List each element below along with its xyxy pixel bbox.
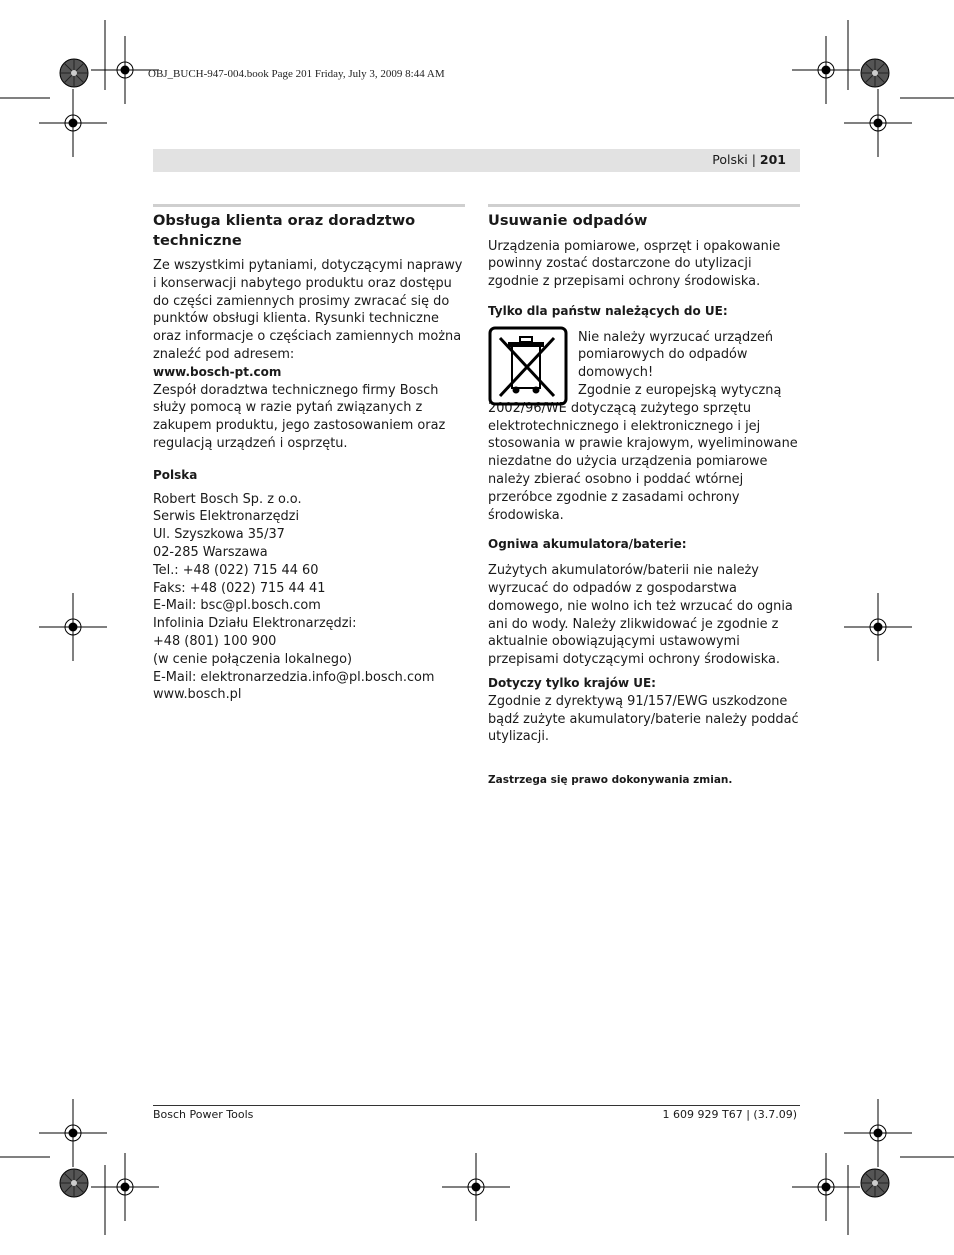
section-rule: [488, 204, 800, 207]
customer-service-intro: Ze wszystkimi pytaniami, dotyczącymi naprawy i konserwacji nabytego produktu oraz dostępu do części zamiennych prosimy zwracać się do punktów obsługi klienta. Rysunki techniczne oraz informacje o częściach zamiennych można znaleźć pod adresem:: [153, 258, 463, 362]
header-text: [712, 152, 786, 167]
registration-star-icon: [861, 59, 889, 87]
right-column: [488, 204, 800, 790]
page-header: [153, 149, 800, 172]
address-line: Robert Bosch Sp. z o.o.: [153, 491, 302, 507]
page-number: 201: [759, 152, 786, 167]
address-line: Tel.: +48 (022) 715 44 60: [153, 562, 319, 578]
header-separator: |: [747, 152, 760, 167]
header-language: Polski: [712, 152, 748, 167]
address-line: Infolinia Działu Elektronarzędzi:: [153, 616, 357, 632]
registration-star-icon: [861, 1169, 889, 1197]
registration-cross-icon: [792, 36, 860, 104]
crossed-bin-icon: [488, 326, 568, 406]
section-title-disposal: Usuwanie odpadów: [488, 212, 648, 229]
registration-cross-icon: [39, 593, 107, 661]
disposal-intro: Urządzenia pomiarowe, osprzęt i opakowanie powinny zostać dostarczone do utylizacji zgodnie z przepisami ochrony środowiska.: [488, 238, 781, 290]
registration-star-icon: [60, 59, 88, 87]
footer-doc-number: 1 609 929 T67 | (3.7.09): [662, 1108, 797, 1121]
eu-heading: Tylko dla państw należących do UE:: [488, 303, 728, 318]
section-title-customer-service: Obsługa klienta oraz doradztwo techniczne: [153, 212, 416, 249]
eu-only-text: Zgodnie z dyrektywą 91/157/EWG uszkodzone bądź zużyte akumulatory/baterie należy poddać utylizacji.: [488, 693, 799, 745]
address-line: (w cenie połączenia lokalnego): [153, 651, 353, 667]
change-notice: Zastrzega się prawo dokonywania zmian.: [488, 774, 733, 787]
registration-cross-icon: [91, 1153, 159, 1221]
address-line: E-Mail: elektronarzedzia.info@pl.bosch.com: [153, 669, 435, 685]
address-line: +48 (801) 100 900: [153, 633, 277, 649]
address-line: Ul. Szyszkowa 35/37: [153, 527, 285, 543]
left-column: [153, 204, 465, 704]
advisory-text: Zespół doradztwa technicznego firmy Bosch służy pomocą w razie pytań związanych z zakupem produktu, jego zastosowaniem oraz regulacją urządzeń i osprzętu.: [153, 382, 446, 451]
registration-cross-icon: [792, 1153, 860, 1221]
registration-cross-icon: [844, 593, 912, 661]
address-line: E-Mail: bsc@pl.bosch.com: [153, 598, 321, 614]
country-heading: Polska: [153, 467, 198, 482]
eu-text-1: Nie należy wyrzucać urządzeń pomiarowych do odpadów domowych!: [578, 329, 774, 381]
print-slug: OBJ_BUCH-947-004.book Page 201 Friday, July 3, 2009 8:44 AM: [148, 68, 445, 80]
address-line: Faks: +48 (022) 715 44 41: [153, 580, 326, 596]
bosch-pt-website: www.bosch-pt.com: [153, 364, 282, 379]
registration-cross-icon: [39, 89, 107, 157]
eu-only-heading: Dotyczy tylko krajów UE:: [488, 676, 656, 691]
footer-rule: [153, 1105, 800, 1106]
section-rule: [153, 204, 465, 207]
address-block: [153, 491, 465, 705]
eu-text-block: [578, 329, 800, 382]
registration-cross-icon: [844, 89, 912, 157]
battery-heading: Ogniwa akumulatora/baterie:: [488, 537, 687, 552]
address-line: Serwis Elektronarzędzi: [153, 509, 300, 525]
battery-text: Zużytych akumulatorów/baterii nie należy wyrzucać do odpadów z gospodarstwa domowego, nie wolno ich też wrzucać do ognia ani do wody. Należy zlikwidować je zgodnie z aktualnie obowiązującymi ustawowymi przepisami dotyczącymi ochrony środowiska.: [488, 563, 793, 668]
eu-text-2: Zgodnie z europejską wytyczną 2002/96/WE dotyczącą zużytego sprzętu elektrotechnicznego i elektronicznego i jej stosowania w prawie krajowym, wyeliminowane niezdatne do użycia urządzenia pomiarowe należy zbierać osobno i poddać wtórnej przeróbce zgodnie z zasadami ochrony środowiska.: [488, 383, 798, 523]
registration-star-icon: [60, 1169, 88, 1197]
address-line: www.bosch.pl: [153, 687, 242, 703]
address-line: 02-285 Warszawa: [153, 544, 268, 560]
footer-brand: Bosch Power Tools: [153, 1108, 254, 1121]
registration-cross-icon: [442, 1153, 510, 1221]
